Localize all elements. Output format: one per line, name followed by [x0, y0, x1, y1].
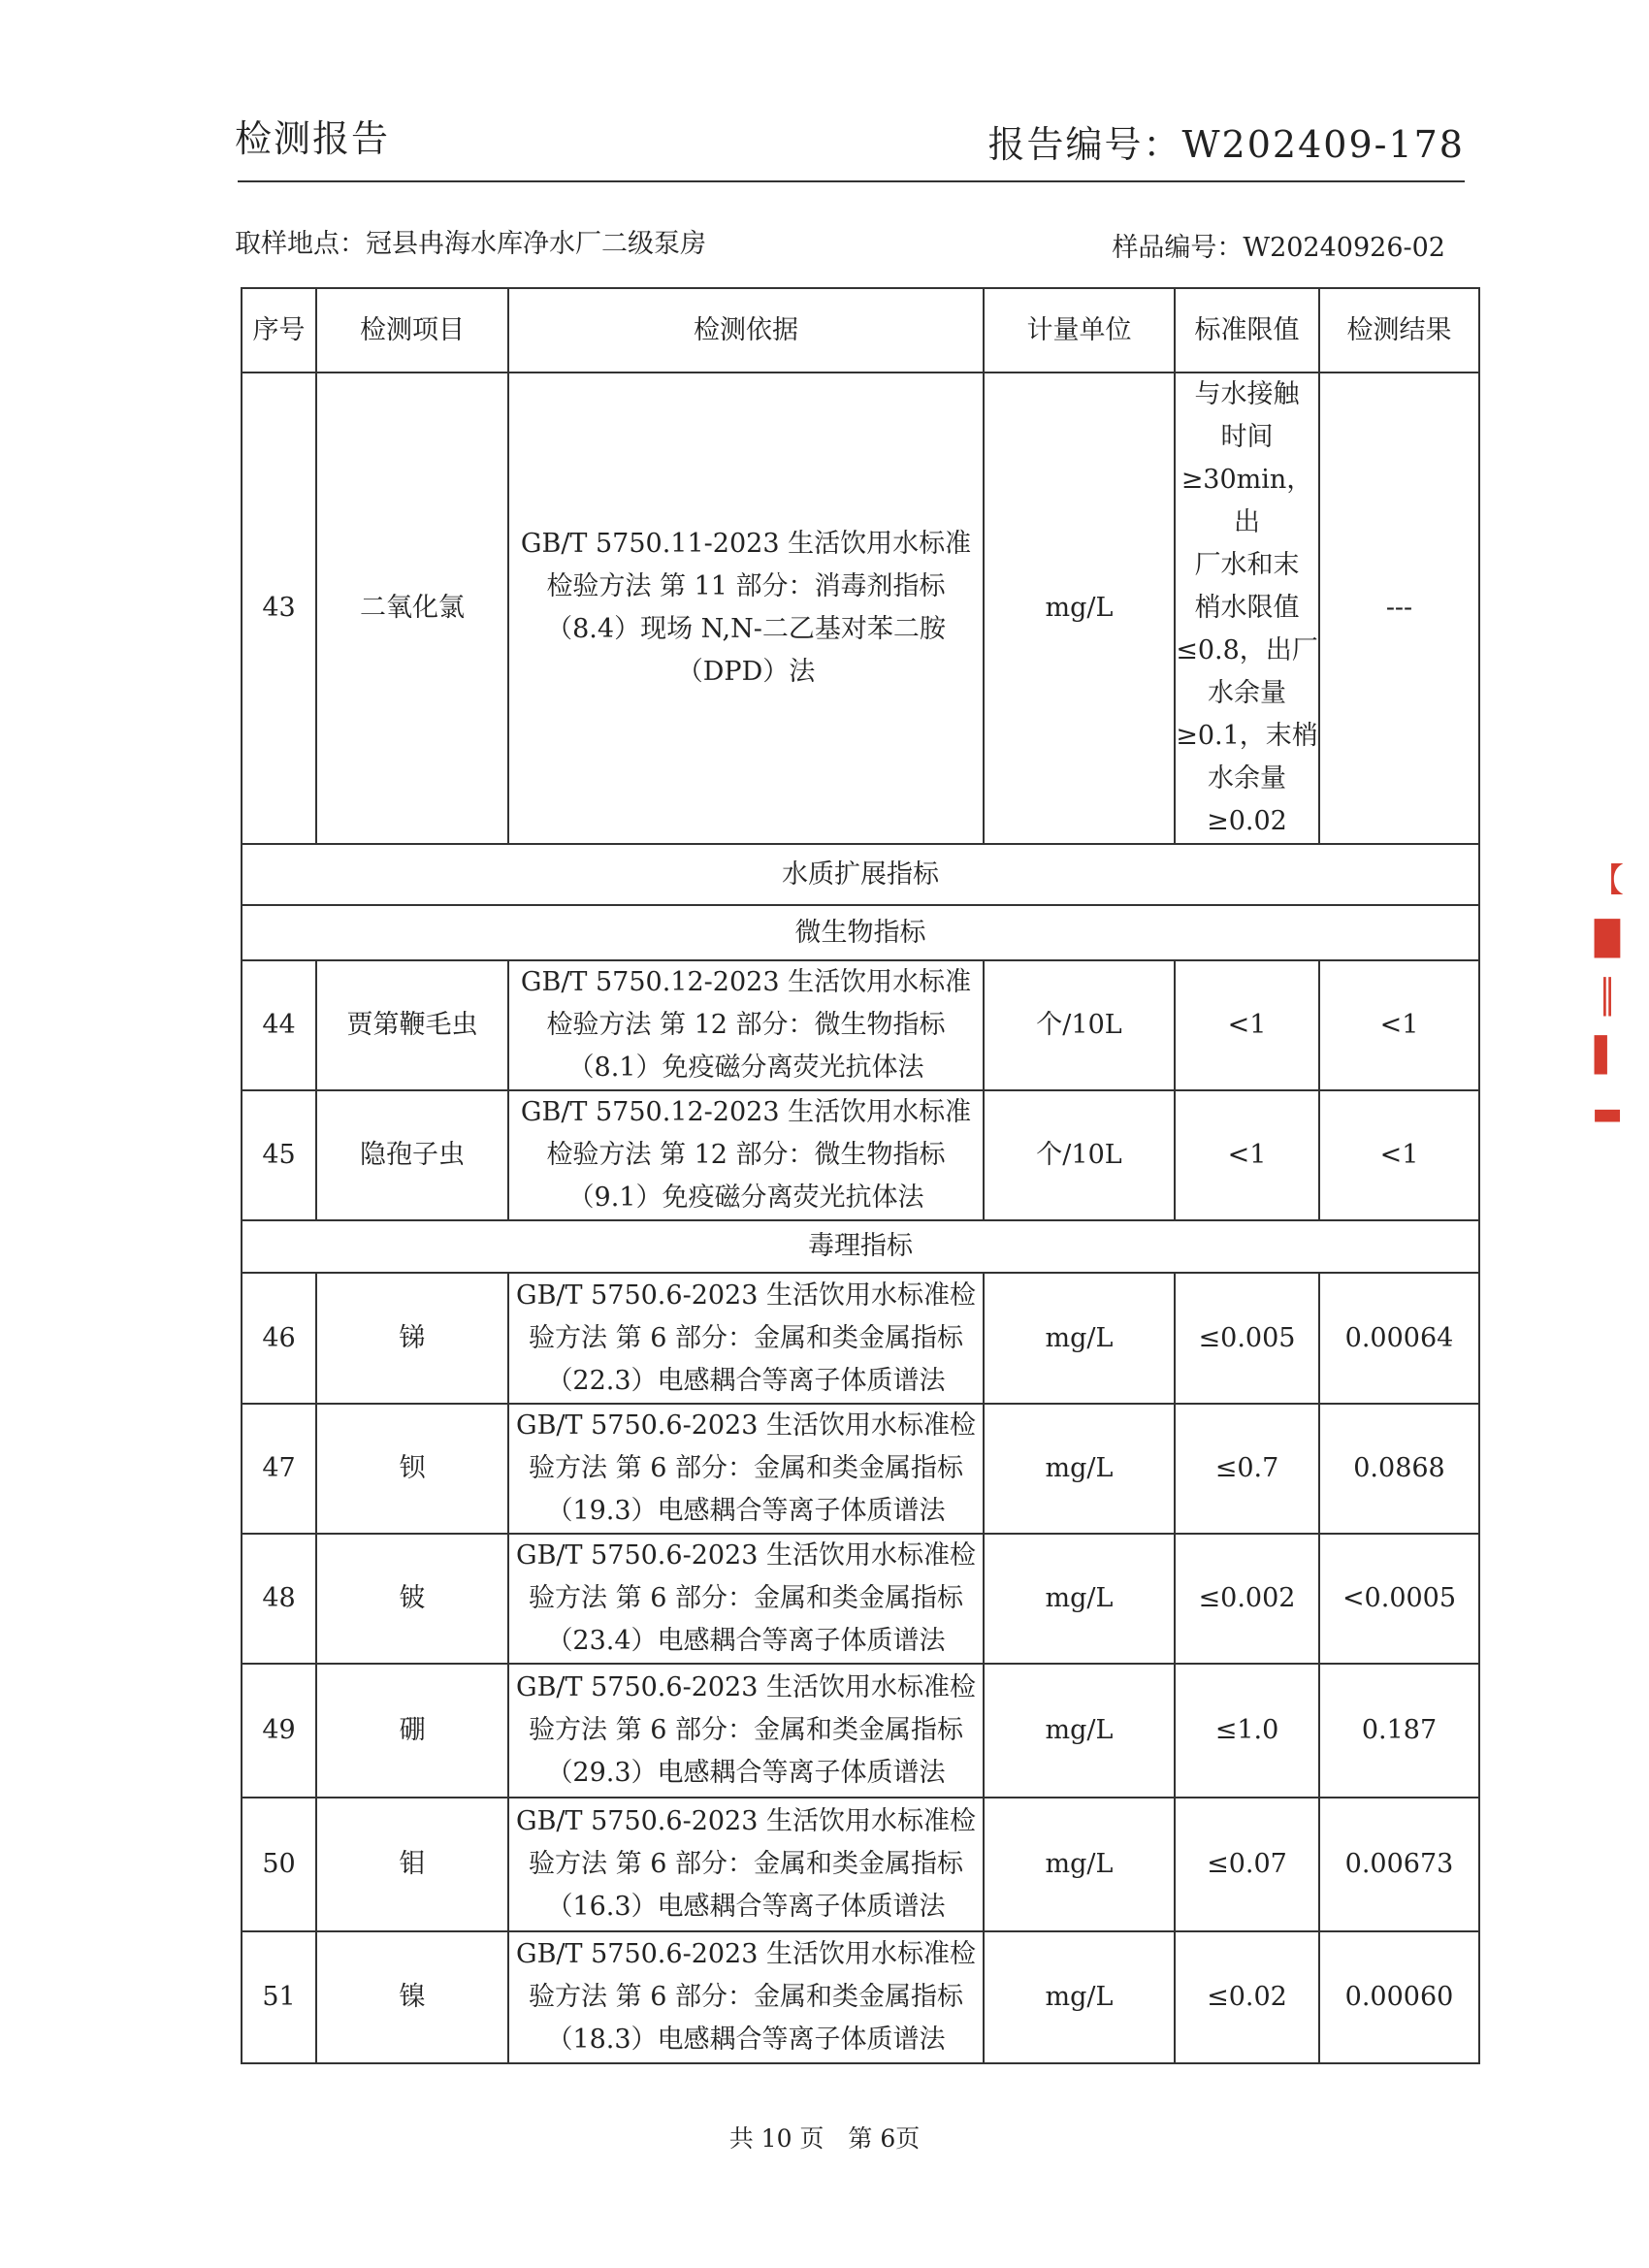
test-item: 隐孢子虫 — [316, 1090, 508, 1220]
test-basis: GB/T 5750.6-2023 生活饮用水标准检验方法 第 6 部分：金属和类金属指标（22.3）电感耦合等离子体质谱法 — [508, 1273, 984, 1404]
test-item: 铍 — [316, 1534, 508, 1664]
test-basis: GB/T 5750.11-2023 生活饮用水标准检验方法 第 11 部分：消毒剂指标（8.4）现场 N,N-二乙基对苯二胺（DPD）法 — [508, 373, 984, 844]
unit: mg/L — [984, 1664, 1175, 1798]
report-number: 报告编号：W202409-178 — [987, 123, 1465, 166]
row-number: 48 — [242, 1534, 316, 1664]
test-item: 钼 — [316, 1798, 508, 1931]
test-result: 0.00064 — [1319, 1273, 1479, 1404]
category-row — [242, 905, 1479, 960]
row-number: 51 — [242, 1931, 316, 2063]
table-row — [242, 1534, 1479, 1664]
row-number: 47 — [242, 1404, 316, 1534]
row-number: 43 — [242, 373, 316, 844]
row-number: 50 — [242, 1798, 316, 1931]
limit-line: ≥30min，出 — [1180, 465, 1313, 537]
test-result: --- — [1319, 373, 1479, 844]
row-number: 44 — [242, 960, 316, 1090]
section-row — [242, 844, 1479, 905]
category-row — [242, 1220, 1479, 1273]
table-header-row — [242, 288, 1479, 373]
test-item: 镍 — [316, 1931, 508, 2063]
test-basis: GB/T 5750.6-2023 生活饮用水标准检验方法 第 6 部分：金属和类金属指标（23.4）电感耦合等离子体质谱法 — [508, 1534, 984, 1664]
unit: mg/L — [984, 373, 1175, 844]
table-row — [242, 1273, 1479, 1404]
table-row — [242, 1664, 1479, 1798]
test-basis: GB/T 5750.6-2023 生活饮用水标准检验方法 第 6 部分：金属和类金属指标（16.3）电感耦合等离子体质谱法 — [508, 1798, 984, 1931]
test-item: 硼 — [316, 1664, 508, 1798]
unit: mg/L — [984, 1404, 1175, 1534]
test-result: 0.187 — [1319, 1664, 1479, 1798]
standard-limit: ≤0.005 — [1175, 1273, 1319, 1404]
test-basis: GB/T 5750.6-2023 生活饮用水标准检验方法 第 6 部分：金属和类金属指标（18.3）电感耦合等离子体质谱法 — [508, 1931, 984, 2063]
unit: mg/L — [984, 1931, 1175, 2063]
test-basis: GB/T 5750.12-2023 生活饮用水标准检验方法 第 12 部分：微生物指标（9.1）免疫磁分离荧光抗体法 — [508, 1090, 984, 1220]
row-number: 46 — [242, 1273, 316, 1404]
limit-line: 厂水和末 — [1194, 550, 1300, 580]
standard-limit: ≤0.7 — [1175, 1404, 1319, 1534]
standard-limit: ≤0.07 — [1175, 1798, 1319, 1931]
col-header: 检测依据 — [508, 288, 984, 373]
standard-limit: ≤1.0 — [1175, 1664, 1319, 1798]
section-title: 水质扩展指标 — [242, 844, 1479, 905]
col-header: 检测项目 — [316, 288, 508, 373]
test-basis: GB/T 5750.6-2023 生活饮用水标准检验方法 第 6 部分：金属和类金属指标（29.3）电感耦合等离子体质谱法 — [508, 1664, 984, 1798]
table-row — [242, 373, 1479, 844]
row-number: 45 — [242, 1090, 316, 1220]
test-item: 二氧化氯 — [316, 373, 508, 844]
unit: mg/L — [984, 1534, 1175, 1664]
sampling-location: 取样地点：冠县冉海水库净水厂二级泵房 — [235, 229, 706, 259]
unit: mg/L — [984, 1273, 1175, 1404]
limit-line: ≥0.02 — [1207, 806, 1287, 836]
limit-line: 与水接触 — [1194, 379, 1300, 409]
test-result: 0.00673 — [1319, 1798, 1479, 1931]
test-basis: GB/T 5750.6-2023 生活饮用水标准检验方法 第 6 部分：金属和类金属指标（19.3）电感耦合等离子体质谱法 — [508, 1404, 984, 1534]
standard-limit — [1175, 373, 1319, 844]
table-row — [242, 1090, 1479, 1220]
col-header: 计量单位 — [984, 288, 1175, 373]
report-title: 检测报告 — [235, 117, 391, 160]
test-result: 0.0868 — [1319, 1404, 1479, 1534]
test-result: <0.0005 — [1319, 1534, 1479, 1664]
unit: 个/10L — [984, 960, 1175, 1090]
col-header: 序号 — [242, 288, 316, 373]
test-result: 0.00060 — [1319, 1931, 1479, 2063]
table-row — [242, 1931, 1479, 2063]
limit-line: 水余量 — [1208, 763, 1286, 794]
unit: 个/10L — [984, 1090, 1175, 1220]
category-title: 微生物指标 — [242, 905, 1479, 960]
unit: mg/L — [984, 1798, 1175, 1931]
standard-limit: ≤0.002 — [1175, 1534, 1319, 1664]
page-footer: 共 10 页 第 6页 — [728, 2124, 921, 2153]
standard-limit: <1 — [1175, 960, 1319, 1090]
results-table — [241, 287, 1480, 2064]
test-result: <1 — [1319, 960, 1479, 1090]
limit-line: ≤0.8，出厂 — [1176, 635, 1318, 665]
limit-line: 梢水限值 — [1194, 593, 1300, 623]
test-item: 贾第鞭毛虫 — [316, 960, 508, 1090]
col-header: 标准限值 — [1175, 288, 1319, 373]
category-title: 毒理指标 — [242, 1220, 1479, 1273]
header-divider — [238, 180, 1465, 182]
test-basis: GB/T 5750.12-2023 生活饮用水标准检验方法 第 12 部分：微生物指标（8.1）免疫磁分离荧光抗体法 — [508, 960, 984, 1090]
test-item: 钡 — [316, 1404, 508, 1534]
test-item: 锑 — [316, 1273, 508, 1404]
table-row — [242, 1798, 1479, 1931]
standard-limit: ≤0.02 — [1175, 1931, 1319, 2063]
table-row — [242, 960, 1479, 1090]
test-result: <1 — [1319, 1090, 1479, 1220]
limit-line: 时间 — [1220, 422, 1274, 452]
sample-number: 样品编号：W20240926-02 — [1112, 233, 1445, 263]
standard-limit: <1 — [1175, 1090, 1319, 1220]
col-header: 检测结果 — [1319, 288, 1479, 373]
table-row — [242, 1404, 1479, 1534]
limit-line: ≥0.1，末梢 — [1176, 721, 1318, 751]
limit-line: 水余量 — [1208, 678, 1286, 708]
seal-stamp-fragment: 【 █ ║ ▌ ▬ — [1591, 861, 1624, 1133]
row-number: 49 — [242, 1664, 316, 1798]
